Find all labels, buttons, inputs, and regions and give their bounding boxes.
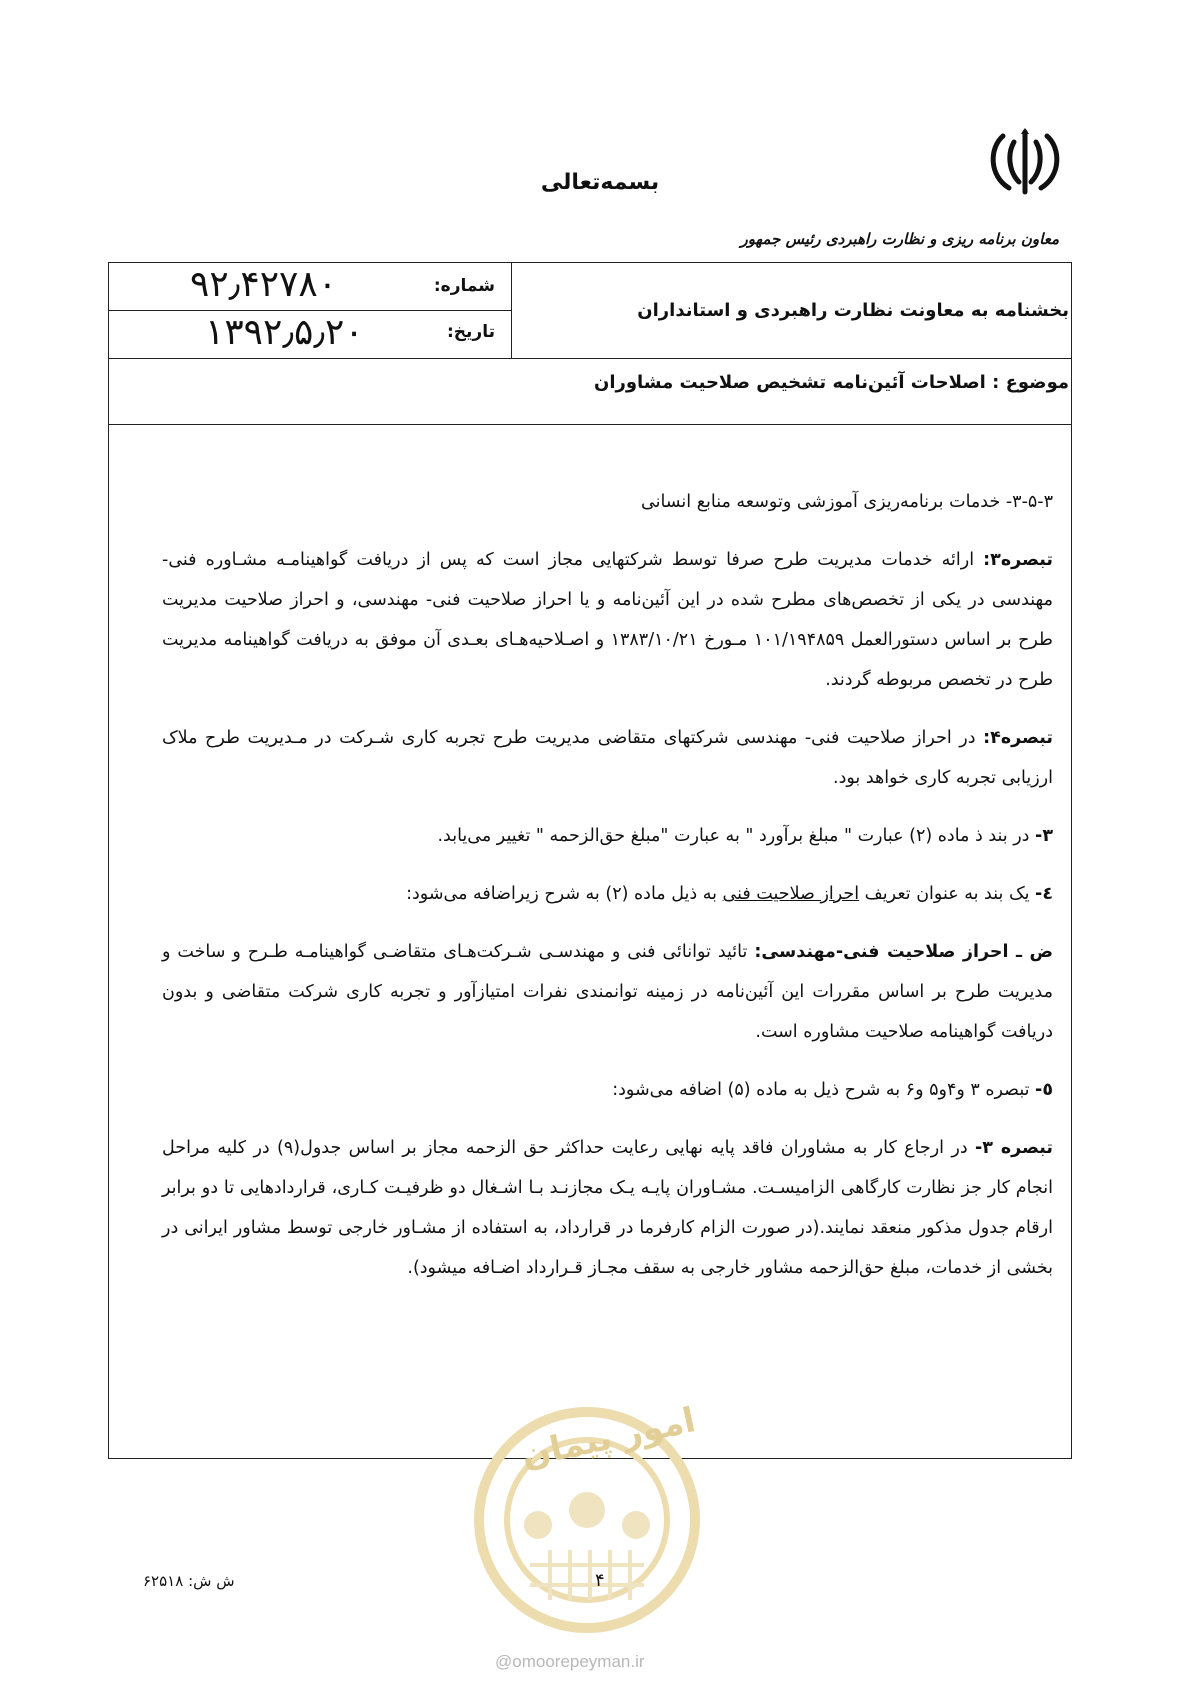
item-4-number: ٤- (1035, 884, 1053, 904)
item-3-paragraph (162, 816, 1053, 856)
meta-row-divider (108, 310, 511, 311)
note-4-text: در احراز صلاحیت فنی- مهندسی شرکتهای متقاضی مدیریت طرح تجربه کاری شـرکت در مـدیریت طرح ملاک ارزیابی تجربه کاری خواهد بود. (162, 728, 1053, 788)
organization-name: معاون برنامه ریزی و نظارت راهبردی رئیس جمهور (740, 230, 1059, 248)
subject-divider (108, 424, 1072, 425)
letter-body (162, 482, 1053, 1306)
date-value: ۱۳۹۲٫۵٫۲۰ (205, 312, 364, 353)
item-3-number: ۳- (1035, 826, 1053, 846)
bismillah-heading: بسمه‌تعالی (540, 170, 660, 195)
recipient-line: بخشنامه به معاونت نظارت راهبردی و استانداران (637, 300, 1069, 321)
item-4-underlined: احراز صلاحیت فنی (722, 884, 860, 904)
note-3b-label: تبصره ۳- (974, 1138, 1053, 1158)
note-4-label: تبصره۴: (983, 728, 1053, 748)
meta-divider (511, 262, 512, 358)
item-4-post: به ذیل ماده (۲) به شرح زیراضافه می‌شود: (406, 884, 723, 904)
item-4-paragraph (162, 874, 1053, 914)
note-3b-text: در ارجاع کار به مشاوران فاقد پایه نهایی رعایت حداکثر حق الزحمه مجاز بر اساس جدول(۹) در کلیه مراحل انجام کار جز نظارت کارگاهی الزامیسـت. مشـاوران پایـه یـک مجازنـد بـا اشـغال دو ظرفیـت کـاری، قراردادهایی تا دو برابر ارقام جدول مذکور منعقد نمایند.(در صورت الزام کارفرما در قرارداد، به استفاده از مشـاور خارجی توسط مشاور ایرانی در بخشی از خدمات، مبلغ حق‌الزحمه مشاور خارجی به سقف مجـاز قـرارداد اضـافه میشود). (162, 1138, 1053, 1278)
item-5-paragraph (162, 1070, 1053, 1110)
item-4-pre: یک بند به عنوان تعریف (859, 884, 1036, 904)
subject-text: اصلاحات آئین‌نامه تشخیص صلاحیت مشاوران (593, 372, 986, 393)
definition-label: ض ـ احراز صلاحیت فنی-مهندسی: (754, 942, 1053, 962)
item-3-5-3: ۳-۵-۳- خدمات برنامه‌ریزی آموزشی وتوسعه منابع انسانی (641, 492, 1053, 512)
watermark-text: امور پیمان (517, 1400, 699, 1476)
note-3b-paragraph (162, 1128, 1053, 1288)
item-5-number: ٥- (1035, 1080, 1053, 1100)
definition-paragraph (162, 932, 1053, 1052)
number-value: ۹۲٫۴۲۷۸۰ (190, 264, 338, 305)
watermark-url: @omoorepeyman.ir (495, 1652, 645, 1671)
item-5-text: تبصره ۳ و۴و۵ و۶ به شرح ذیل به ماده (۵) اضافه می‌شود: (612, 1080, 1036, 1100)
date-label: تاریخ: (447, 322, 495, 342)
note-3-paragraph (162, 540, 1053, 700)
page-number: ۴ (595, 1570, 605, 1591)
subject-label: موضوع : (992, 372, 1069, 393)
note-3-text: ارائه خدمات مدیریت طرح صرفا توسط شرکتهایی مجاز است که پس از دریافت گواهینامـه مشـاوره فنی-مهندسی در یکی از تخصص‌های مطرح شده در این آئین‌نامه و یا احراز صلاحیت فنی- مهندسی، و احراز صلاحیت مدیریت طرح بر اساس دستورالعمل ۱۰۱/۱۹۴۸۵۹ مـورخ ۱۳۸۳/۱۰/۲۱ و اصـلاحیه‌هـای بعـدی آن موفق به دریافت گواهینامه مدیریت طرح در تخصص مربوطه گردند. (162, 550, 1053, 690)
subject-line (594, 372, 1069, 393)
iran-emblem-icon (985, 128, 1065, 198)
number-label: شماره: (433, 276, 495, 296)
footer-code: ش ش: ۶۲۵۱۸ (143, 1572, 235, 1590)
header-divider (108, 358, 1072, 359)
note-3-label: تبصره۳: (983, 550, 1053, 570)
definition-text: تائید توانائی فنی و مهندسـی شـرکت‌هـای متقاضـی گواهینامـه طـرح و ساخت و مدیریت طرح بر اساس مقررات این آئین‌نامه در زمینه توانمندی نفرات امتیازآور و تجربه کاری شرکت متقاضی و بدون دریافت گواهینامه صلاحیت مشاوره است. (162, 942, 1053, 1042)
item-3-text: در بند ذ ماده (۲) عبارت " مبلغ برآورد " به عبارت "مبلغ حق‌الزحمه " تغییر می‌یابد. (437, 826, 1036, 846)
note-4-paragraph (162, 718, 1053, 798)
